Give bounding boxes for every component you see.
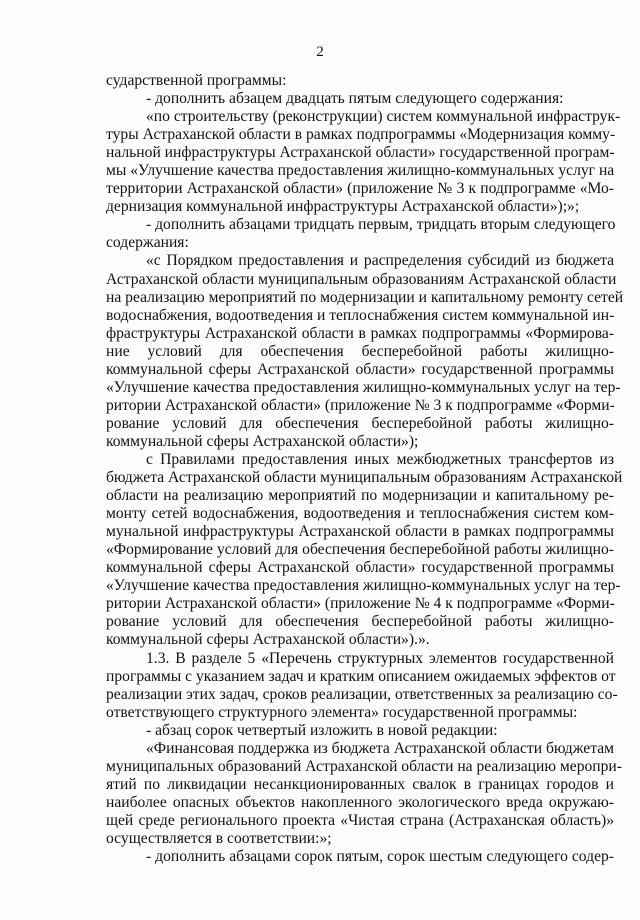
- text-line: бюджета Астраханской области муниципальным образованиям Астраханской: [106, 469, 623, 487]
- text-line: коммунальной сферы Астраханской области»).».: [106, 631, 430, 649]
- text-line: - абзац сорок четвертый изложить в новой редакции:: [146, 721, 498, 739]
- text-line: «Формирование условий для обеспечения бесперебойной работы жилищно-: [106, 541, 614, 559]
- text-line: фраструктуры Астраханской области в рамках подпрограммы «Формирова-: [106, 324, 614, 342]
- text-line: мунальной инфраструктуры Астраханской области в рамках подпрограммы: [106, 523, 614, 541]
- text-line: программы с указанием задач и кратким описанием ожидаемых эффектов от: [106, 667, 616, 685]
- text-line: монту сетей водоснабжения, водоотведения и теплоснабжения систем ком-: [106, 505, 614, 523]
- document-body: [106, 72, 624, 866]
- text-line: туры Астраханской области в рамках подпрограммы «Модернизация комму-: [106, 126, 616, 144]
- text-line: коммунальной сферы Астраханской области» государственной программы: [106, 360, 614, 378]
- text-line: сударственной программы:: [106, 72, 287, 89]
- text-line: осуществляется в соответствии:»;: [106, 829, 332, 847]
- text-line: водоснабжения, водоотведения и теплоснабжения систем коммунальной ин-: [106, 306, 615, 324]
- text-line: муниципальных образований Астраханской области на реализацию меропри-: [106, 757, 622, 775]
- text-line: «с Порядком предоставления и распределения субсидий из бюджета: [146, 252, 614, 270]
- text-line: «Улучшение качества предоставления жилищно-коммунальных услуг на тер-: [106, 378, 621, 396]
- text-line: коммунальной сферы Астраханской области» государственной программы: [106, 559, 614, 577]
- text-line: ответствующего структурного элемента» государственной программы:: [106, 703, 578, 721]
- text-line: - дополнить абзацем двадцать пятым следующего содержания:: [146, 90, 564, 108]
- text-line: на реализацию мероприятий по модернизации и капитальному ремонту сетей: [106, 288, 624, 306]
- text-line: ритории Астраханской области» (приложение № 3 к подпрограмме «Форми-: [106, 396, 615, 414]
- text-line: ятий по ликвидации несанкционированных свалок в границах городов и: [106, 775, 614, 793]
- text-line: ние условий для обеспечения бесперебойной работы жилищно-: [106, 342, 614, 360]
- text-line: содержания:: [106, 234, 189, 252]
- text-line: «по строительству (реконструкции) систем коммунальной инфраструк-: [146, 108, 621, 126]
- text-line: области на реализацию мероприятий по модернизации и капитальному ре-: [106, 487, 614, 505]
- text-line: «Улучшение качества предоставления жилищно-коммунальных услуг на тер-: [106, 577, 621, 595]
- text-line: с Правилами предоставления иных межбюджетных трансфертов из: [146, 450, 614, 468]
- text-line: нальной инфраструктуры Астраханской области» государственной програм-: [106, 144, 615, 162]
- text-line: наиболее опасных объектов накопленного экологического вреда окружаю-: [106, 793, 614, 811]
- text-line: 1.3. В разделе 5 «Перечень структурных элементов государственной: [146, 649, 614, 667]
- text-line: щей среде регионального проекта «Чистая страна (Астраханская область)»: [106, 811, 614, 829]
- text-line: дернизация коммунальной инфраструктуры Астраханской области»);»;: [106, 198, 580, 216]
- page-number: 2: [316, 44, 324, 60]
- text-line: рование условий для обеспечения бесперебойной работы жилищно-: [106, 414, 614, 432]
- text-line: коммунальной сферы Астраханской области»);: [106, 432, 419, 450]
- text-line: ритории Астраханской области» (приложение № 4 к подпрограмме «Форми-: [106, 595, 615, 613]
- text-line: рование условий для обеспечения бесперебойной работы жилищно-: [106, 613, 614, 631]
- text-line: территории Астраханской области» (приложение № 3 к подпрограмме «Мо-: [106, 180, 614, 198]
- text-line: мы «Улучшение качества предоставления жилищно-коммунальных услуг на: [106, 162, 615, 180]
- text-line: - дополнить абзацами сорок пятым, сорок шестым следующего содер-: [146, 848, 614, 866]
- text-line: - дополнить абзацами тридцать первым, тридцать вторым следующего: [146, 216, 616, 234]
- text-line: «Финансовая поддержка из бюджета Астраханской области бюджетам: [146, 739, 614, 757]
- text-line: реализации этих задач, сроков реализации, ответственных за реализацию со-: [106, 685, 618, 703]
- text-line: Астраханской области муниципальным образованиям Астраханской области: [106, 270, 617, 288]
